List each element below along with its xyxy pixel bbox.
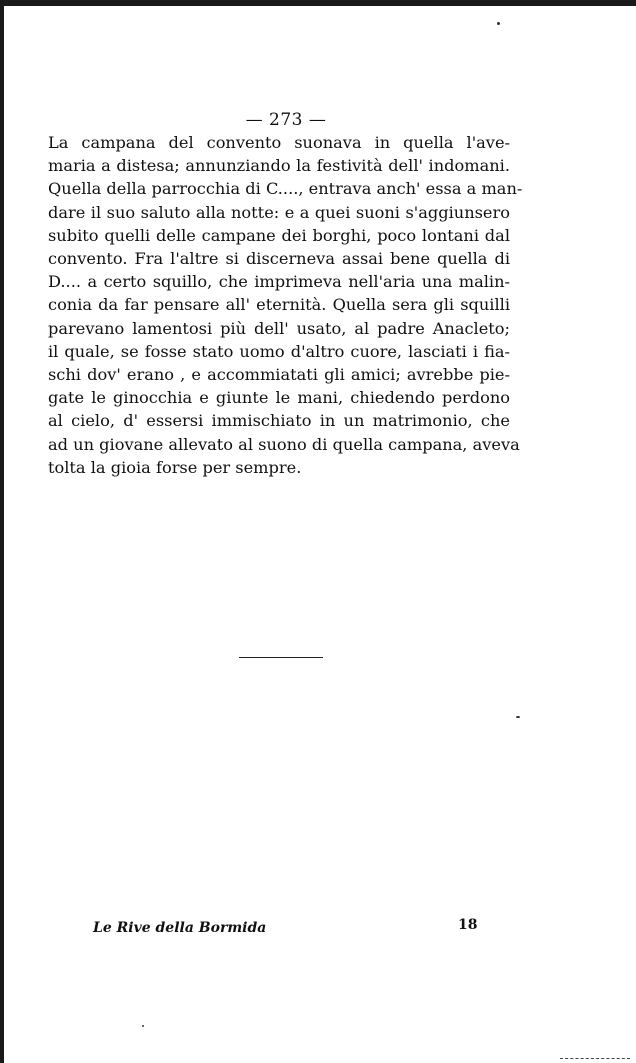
text-line: il quale, se fosse stato uomo d'altro cuore, lasciati i fia- bbox=[48, 341, 510, 361]
text-line: al cielo, d' essersi immischiato in un matrimonio, che bbox=[48, 411, 510, 431]
text-line: La campana del convento suonava in quella l'ave- bbox=[48, 133, 510, 152]
section-divider bbox=[239, 657, 323, 658]
text-line: D.... a certo squillo, che imprimeva nell'aria una malin- bbox=[48, 272, 510, 292]
text-line: convento. Fra l'altre si discerneva assai bene quella di bbox=[48, 249, 510, 269]
text-line: parevano lamentosi più dell' usato, al padre Anacleto; bbox=[48, 318, 510, 338]
scan-speck bbox=[497, 22, 500, 25]
footer-book-title: Le Rive della Bormida bbox=[93, 920, 267, 936]
scan-speck bbox=[516, 716, 520, 718]
text-line: conia da far pensare all' eternità. Quella sera gli squilli bbox=[48, 295, 510, 315]
text-line: schi dov' erano , e accommiatati gli amici; avrebbe pie- bbox=[48, 365, 510, 385]
body-paragraph bbox=[48, 131, 523, 479]
text-line: maria a distesa; annunziando la festività dell' indomani. bbox=[48, 156, 510, 176]
text-line: gate le ginocchia e giunte le mani, chiedendo perdono bbox=[48, 388, 510, 408]
text-line: dare il suo saluto alla notte: e a quei suoni s'aggiunsero bbox=[48, 202, 510, 222]
signature-mark: 18 bbox=[458, 917, 478, 933]
scan-left-border bbox=[0, 0, 4, 1063]
text-line: tolta la gioia forse per sempre. bbox=[48, 457, 302, 477]
scan-top-border bbox=[0, 0, 636, 6]
text-line: subito quelli delle campane dei borghi, poco lontani dal bbox=[48, 225, 510, 245]
scan-edge-mark bbox=[560, 1058, 630, 1060]
text-line: ad un giovane allevato al suono di quella campana, aveva bbox=[48, 434, 520, 454]
page-number: — 273 — bbox=[245, 110, 327, 130]
scan-speck bbox=[142, 1025, 144, 1027]
text-line: Quella della parrocchia di C...., entrava anch' essa a man- bbox=[48, 179, 523, 199]
